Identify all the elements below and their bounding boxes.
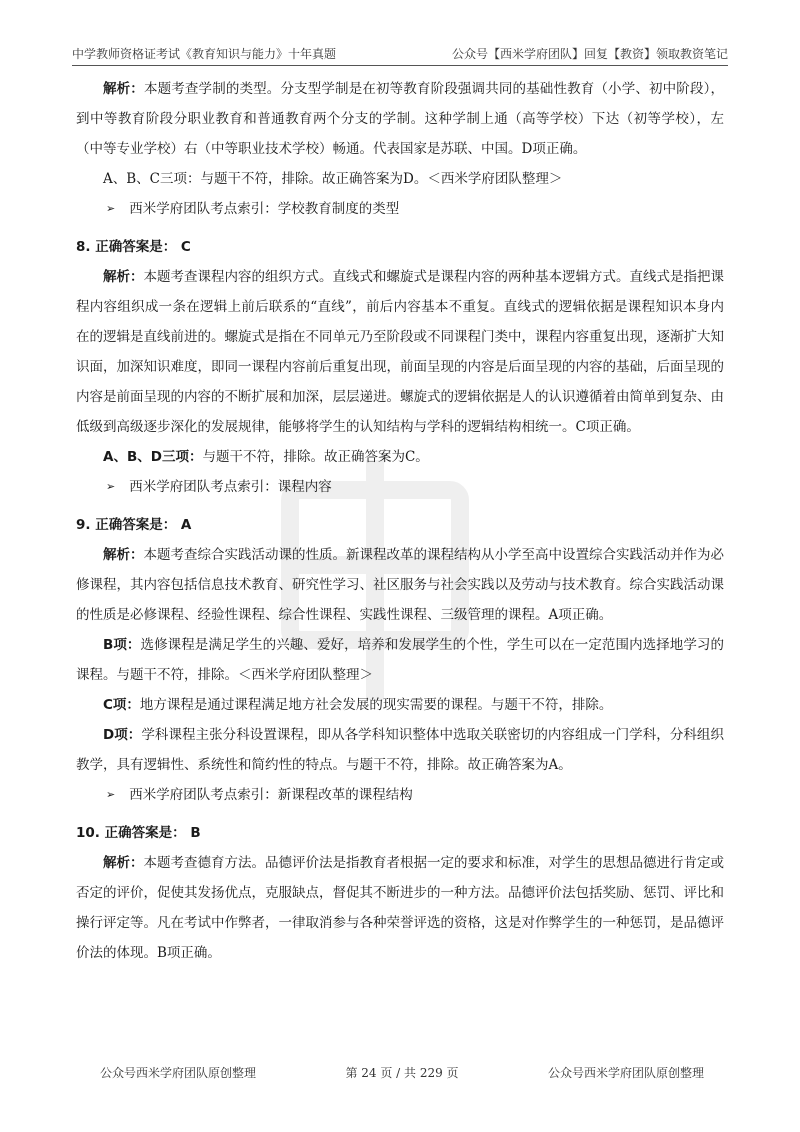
q7-index	[106, 194, 724, 224]
q10-analysis-label: 解析：	[103, 855, 144, 871]
header-promo: 公众号【西米学府团队】回复【教资】领取教资笔记	[451, 47, 728, 61]
q7-analysis-label: 解析：	[103, 81, 144, 97]
q10-analysis	[76, 848, 724, 968]
arrowhead-icon: ➢	[106, 788, 116, 801]
q8-answer: 8. 正确答案是： C	[76, 239, 191, 255]
page-content	[76, 74, 724, 968]
q9-option-b	[76, 630, 724, 690]
q8-analysis-label: 解析：	[103, 269, 144, 285]
q8-index-text: 西米学府团队考点索引：课程内容	[129, 479, 332, 495]
q8-options-label: A、B、D三项：	[103, 449, 203, 465]
q7-options-text: 与题干不符，排除。故正确答案为D。＜西米学府团队整理＞	[200, 171, 563, 187]
q8-analysis	[76, 262, 724, 442]
q10-answer: 10. 正确答案是： B	[76, 825, 201, 841]
q7-index-text: 西米学府团队考点索引：学校教育制度的类型	[129, 201, 400, 217]
q9-option-c	[76, 690, 724, 720]
q8-options	[76, 442, 724, 472]
q9-analysis-label: 解析：	[103, 547, 144, 563]
footer-left: 公众号西米学府团队原创整理	[100, 1066, 257, 1080]
q9-index-text: 西米学府团队考点索引：新课程改革的课程结构	[129, 787, 413, 803]
q10-analysis-text: 本题考查德育方法。品德评价法是指教育者根据一定的要求和标准，对学生的思想品德进行肯定或否定的评价，促使其发扬优点，克服缺点，督促其不断进步的一种方法。品德评价法包括奖励、惩罚、评比和操行评定等。凡在考试中作弊者，一律取消参与各种荣誉评选的资格，这是对作弊学生的一种惩罚，是品德评价法的体现。B项正确。	[76, 855, 724, 961]
q9-option-b-text: 选修课程是满足学生的兴趣、爱好，培养和发展学生的个性，学生可以在一定范围内选择地学习的课程。与题干不符，排除。＜西米学府团队整理＞	[76, 637, 725, 683]
arrowhead-icon: ➢	[106, 202, 116, 215]
page-footer	[100, 1064, 704, 1081]
header-title: 中学教师资格证考试《教育知识与能力》十年真题	[72, 47, 337, 61]
arrowhead-icon: ➢	[106, 480, 116, 493]
q8-options-text: 与题干不符，排除。故正确答案为C。	[202, 449, 429, 465]
q8-index	[106, 472, 724, 502]
q7-analysis-text: 本题考查学制的类型。分支型学制是在初等教育阶段强调共同的基础性教育（小学、初中阶段），到中等教育阶段分职业教育和普通教育两个分支的学制。这种学制上通（高等学校）下达（初等学校），左（中等专业学校）右（中等职业技术学校）畅通。代表国家是苏联、中国。D项正确。	[76, 81, 725, 157]
page-number: 第 24 页 / 共 229 页	[345, 1066, 459, 1080]
q7-analysis	[76, 74, 724, 164]
q7-options	[76, 164, 724, 194]
q9-option-c-label: C项：	[103, 697, 140, 713]
q9-option-c-text: 地方课程是通过课程满足地方社会发展的现实需要的课程。与题干不符，排除。	[139, 697, 613, 713]
q7-options-label: A、B、C三项：	[103, 171, 201, 187]
q9-option-b-label: B项：	[103, 637, 141, 653]
page-header	[72, 40, 728, 66]
q9-answer: 9. 正确答案是： A	[76, 517, 192, 533]
q9-option-d-label: D项：	[103, 727, 142, 743]
footer-right: 公众号西米学府团队原创整理	[547, 1066, 704, 1080]
q9-option-d	[76, 720, 724, 780]
q9-option-d-text: 学科课程主张分科设置课程，即从各学科知识整体中选取关联密切的内容组成一门学科，分科组织教学，具有逻辑性、系统性和简约性的特点。与题干不符，排除。故正确答案为A。	[76, 727, 724, 773]
q9-index	[106, 780, 724, 810]
q9-analysis-text: 本题考查综合实践活动课的性质。新课程改革的课程结构从小学至高中设置综合实践活动并作为必修课程，其内容包括信息技术教育、研究性学习、社区服务与社会实践以及劳动与技术教育。综合实践活动课的性质是必修课程、经验性课程、综合性课程、实践性课程、三级管理的课程。A项正确。	[76, 547, 724, 623]
q9-analysis	[76, 540, 724, 630]
q8-analysis-text: 本题考查课程内容的组织方式。直线式和螺旋式是课程内容的两种基本逻辑方式。直线式是指把课程内容组织成一条在逻辑上前后联系的“直线”，前后内容基本不重复。直线式的逻辑依据是课程知识本身内在的逻辑是直线前进的。螺旋式是指在不同单元乃至阶段或不同课程门类中，课程内容重复出现，逐渐扩大知识面，加深知识难度，即同一课程内容前后重复出现，前面呈现的内容是后面呈现的内容的基础，后面呈现的内容是前面呈现的内容的不断扩展和加深，层层递进。螺旋式的逻辑依据是人的认识遵循着由简单到复杂、由低级到高级逐步深化的发展规律，能够将学生的认知结构与学科的逻辑结构相统一。C项正确。	[76, 269, 724, 435]
